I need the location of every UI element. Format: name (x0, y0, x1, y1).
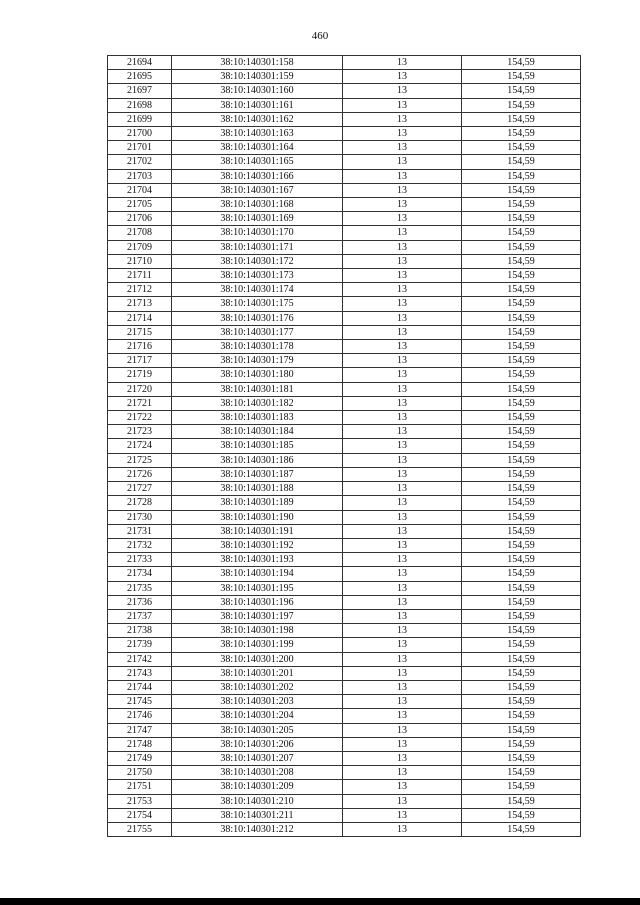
record-number-cell: 21722 (108, 411, 172, 425)
record-number-cell: 21719 (108, 368, 172, 382)
cadastral-number-cell: 38:10:140301:194 (172, 567, 343, 581)
cadastral-number-cell: 38:10:140301:180 (172, 368, 343, 382)
table-row (108, 354, 581, 368)
value-cell: 154,59 (462, 198, 581, 212)
table-row (108, 780, 581, 794)
record-number-cell: 21715 (108, 325, 172, 339)
value-cell: 154,59 (462, 766, 581, 780)
table-row (108, 439, 581, 453)
record-number-cell: 21717 (108, 354, 172, 368)
record-number-cell: 21753 (108, 794, 172, 808)
value-cell: 154,59 (462, 141, 581, 155)
table-row (108, 709, 581, 723)
cadastral-number-cell: 38:10:140301:162 (172, 112, 343, 126)
table-row (108, 240, 581, 254)
cadastral-number-cell: 38:10:140301:189 (172, 496, 343, 510)
record-number-cell: 21698 (108, 98, 172, 112)
area-cell: 13 (343, 325, 462, 339)
value-cell: 154,59 (462, 780, 581, 794)
area-cell: 13 (343, 155, 462, 169)
cadastral-number-cell: 38:10:140301:184 (172, 425, 343, 439)
area-cell: 13 (343, 751, 462, 765)
cadastral-number-cell: 38:10:140301:168 (172, 198, 343, 212)
cadastral-number-cell: 38:10:140301:170 (172, 226, 343, 240)
value-cell: 154,59 (462, 112, 581, 126)
table-row (108, 340, 581, 354)
record-number-cell: 21746 (108, 709, 172, 723)
area-cell: 13 (343, 425, 462, 439)
record-number-cell: 21694 (108, 56, 172, 70)
area-cell: 13 (343, 780, 462, 794)
table-row (108, 169, 581, 183)
value-cell: 154,59 (462, 425, 581, 439)
value-cell: 154,59 (462, 254, 581, 268)
record-number-cell: 21697 (108, 84, 172, 98)
table-row (108, 652, 581, 666)
table-row (108, 496, 581, 510)
area-cell: 13 (343, 709, 462, 723)
record-number-cell: 21721 (108, 396, 172, 410)
value-cell: 154,59 (462, 624, 581, 638)
area-cell: 13 (343, 467, 462, 481)
record-number-cell: 21726 (108, 467, 172, 481)
table-row (108, 553, 581, 567)
cadastral-number-cell: 38:10:140301:192 (172, 538, 343, 552)
record-number-cell: 21728 (108, 496, 172, 510)
value-cell: 154,59 (462, 297, 581, 311)
table-row (108, 425, 581, 439)
area-cell: 13 (343, 183, 462, 197)
record-number-cell: 21724 (108, 439, 172, 453)
record-number-cell: 21709 (108, 240, 172, 254)
table-row (108, 567, 581, 581)
area-cell: 13 (343, 567, 462, 581)
cadastral-number-cell: 38:10:140301:198 (172, 624, 343, 638)
area-cell: 13 (343, 538, 462, 552)
area-cell: 13 (343, 482, 462, 496)
record-number-cell: 21712 (108, 283, 172, 297)
cadastral-number-cell: 38:10:140301:197 (172, 609, 343, 623)
area-cell: 13 (343, 254, 462, 268)
area-cell: 13 (343, 382, 462, 396)
scan-bottom-edge (0, 898, 640, 905)
cadastral-number-cell: 38:10:140301:174 (172, 283, 343, 297)
table-row (108, 283, 581, 297)
table-row (108, 638, 581, 652)
cadastral-number-cell: 38:10:140301:200 (172, 652, 343, 666)
record-number-cell: 21737 (108, 609, 172, 623)
record-number-cell: 21749 (108, 751, 172, 765)
record-number-cell: 21742 (108, 652, 172, 666)
record-number-cell: 21738 (108, 624, 172, 638)
area-cell: 13 (343, 737, 462, 751)
area-cell: 13 (343, 283, 462, 297)
table-body (108, 56, 581, 837)
cadastral-number-cell: 38:10:140301:204 (172, 709, 343, 723)
table-row (108, 538, 581, 552)
area-cell: 13 (343, 396, 462, 410)
table-row (108, 581, 581, 595)
table-row (108, 822, 581, 836)
value-cell: 154,59 (462, 396, 581, 410)
table-row (108, 98, 581, 112)
value-cell: 154,59 (462, 183, 581, 197)
cadastral-number-cell: 38:10:140301:175 (172, 297, 343, 311)
area-cell: 13 (343, 496, 462, 510)
value-cell: 154,59 (462, 581, 581, 595)
table-row (108, 382, 581, 396)
value-cell: 154,59 (462, 666, 581, 680)
area-cell: 13 (343, 609, 462, 623)
record-number-cell: 21732 (108, 538, 172, 552)
area-cell: 13 (343, 112, 462, 126)
table-row (108, 212, 581, 226)
record-number-cell: 21703 (108, 169, 172, 183)
area-cell: 13 (343, 666, 462, 680)
cadastral-number-cell: 38:10:140301:212 (172, 822, 343, 836)
table-row (108, 751, 581, 765)
cadastral-number-cell: 38:10:140301:169 (172, 212, 343, 226)
record-number-cell: 21725 (108, 453, 172, 467)
cadastral-number-cell: 38:10:140301:173 (172, 269, 343, 283)
value-cell: 154,59 (462, 84, 581, 98)
table-row (108, 794, 581, 808)
value-cell: 154,59 (462, 822, 581, 836)
value-cell: 154,59 (462, 169, 581, 183)
table-row (108, 766, 581, 780)
value-cell: 154,59 (462, 524, 581, 538)
value-cell: 154,59 (462, 808, 581, 822)
area-cell: 13 (343, 169, 462, 183)
record-number-cell: 21739 (108, 638, 172, 652)
cadastral-number-cell: 38:10:140301:172 (172, 254, 343, 268)
cadastral-number-cell: 38:10:140301:210 (172, 794, 343, 808)
record-number-cell: 21702 (108, 155, 172, 169)
area-cell: 13 (343, 453, 462, 467)
cadastral-number-cell: 38:10:140301:165 (172, 155, 343, 169)
value-cell: 154,59 (462, 283, 581, 297)
table-row (108, 70, 581, 84)
page-number: 460 (311, 30, 329, 42)
cadastral-number-cell: 38:10:140301:195 (172, 581, 343, 595)
table-row (108, 325, 581, 339)
cadastral-number-cell: 38:10:140301:193 (172, 553, 343, 567)
cadastral-number-cell: 38:10:140301:207 (172, 751, 343, 765)
cadastral-number-cell: 38:10:140301:196 (172, 595, 343, 609)
value-cell: 154,59 (462, 553, 581, 567)
value-cell: 154,59 (462, 595, 581, 609)
record-number-cell: 21754 (108, 808, 172, 822)
value-cell: 154,59 (462, 482, 581, 496)
area-cell: 13 (343, 595, 462, 609)
cadastral-number-cell: 38:10:140301:176 (172, 311, 343, 325)
record-number-cell: 21704 (108, 183, 172, 197)
cadastral-number-cell: 38:10:140301:190 (172, 510, 343, 524)
area-cell: 13 (343, 723, 462, 737)
area-cell: 13 (343, 695, 462, 709)
cadastral-number-cell: 38:10:140301:178 (172, 340, 343, 354)
area-cell: 13 (343, 98, 462, 112)
value-cell: 154,59 (462, 695, 581, 709)
cadastral-number-cell: 38:10:140301:187 (172, 467, 343, 481)
record-number-cell: 21747 (108, 723, 172, 737)
area-cell: 13 (343, 84, 462, 98)
area-cell: 13 (343, 212, 462, 226)
value-cell: 154,59 (462, 680, 581, 694)
table-row (108, 695, 581, 709)
cadastral-number-cell: 38:10:140301:181 (172, 382, 343, 396)
value-cell: 154,59 (462, 127, 581, 141)
record-number-cell: 21716 (108, 340, 172, 354)
cadastral-number-cell: 38:10:140301:209 (172, 780, 343, 794)
area-cell: 13 (343, 141, 462, 155)
table-row (108, 198, 581, 212)
area-cell: 13 (343, 794, 462, 808)
table-row (108, 84, 581, 98)
area-cell: 13 (343, 638, 462, 652)
table-row (108, 482, 581, 496)
cadastral-number-cell: 38:10:140301:163 (172, 127, 343, 141)
value-cell: 154,59 (462, 382, 581, 396)
record-number-cell: 21751 (108, 780, 172, 794)
cadastral-number-cell: 38:10:140301:159 (172, 70, 343, 84)
record-number-cell: 21748 (108, 737, 172, 751)
cadastral-number-cell: 38:10:140301:160 (172, 84, 343, 98)
area-cell: 13 (343, 226, 462, 240)
area-cell: 13 (343, 510, 462, 524)
record-number-cell: 21695 (108, 70, 172, 84)
record-number-cell: 21700 (108, 127, 172, 141)
record-number-cell: 21730 (108, 510, 172, 524)
record-number-cell: 21723 (108, 425, 172, 439)
table-row (108, 453, 581, 467)
value-cell: 154,59 (462, 325, 581, 339)
cadastral-number-cell: 38:10:140301:186 (172, 453, 343, 467)
cadastral-number-cell: 38:10:140301:171 (172, 240, 343, 254)
value-cell: 154,59 (462, 794, 581, 808)
cadastral-number-cell: 38:10:140301:205 (172, 723, 343, 737)
value-cell: 154,59 (462, 453, 581, 467)
record-number-cell: 21714 (108, 311, 172, 325)
table-row (108, 723, 581, 737)
record-number-cell: 21710 (108, 254, 172, 268)
value-cell: 154,59 (462, 240, 581, 254)
area-cell: 13 (343, 822, 462, 836)
value-cell: 154,59 (462, 70, 581, 84)
record-number-cell: 21734 (108, 567, 172, 581)
cadastral-number-cell: 38:10:140301:164 (172, 141, 343, 155)
record-number-cell: 21727 (108, 482, 172, 496)
table-row (108, 56, 581, 70)
value-cell: 154,59 (462, 737, 581, 751)
value-cell: 154,59 (462, 496, 581, 510)
table-row (108, 254, 581, 268)
value-cell: 154,59 (462, 226, 581, 240)
table-row (108, 183, 581, 197)
record-number-cell: 21744 (108, 680, 172, 694)
value-cell: 154,59 (462, 411, 581, 425)
value-cell: 154,59 (462, 567, 581, 581)
area-cell: 13 (343, 624, 462, 638)
cadastral-number-cell: 38:10:140301:182 (172, 396, 343, 410)
area-cell: 13 (343, 439, 462, 453)
table-row (108, 680, 581, 694)
record-number-cell: 21720 (108, 382, 172, 396)
table-row (108, 524, 581, 538)
area-cell: 13 (343, 269, 462, 283)
cadastral-number-cell: 38:10:140301:166 (172, 169, 343, 183)
cadastral-number-cell: 38:10:140301:202 (172, 680, 343, 694)
table-row (108, 311, 581, 325)
value-cell: 154,59 (462, 510, 581, 524)
area-cell: 13 (343, 56, 462, 70)
area-cell: 13 (343, 411, 462, 425)
cadastral-number-cell: 38:10:140301:191 (172, 524, 343, 538)
cadastral-number-cell: 38:10:140301:206 (172, 737, 343, 751)
record-number-cell: 21701 (108, 141, 172, 155)
record-number-cell: 21733 (108, 553, 172, 567)
area-cell: 13 (343, 311, 462, 325)
table-row (108, 808, 581, 822)
table-row (108, 269, 581, 283)
record-number-cell: 21736 (108, 595, 172, 609)
record-number-cell: 21711 (108, 269, 172, 283)
value-cell: 154,59 (462, 340, 581, 354)
area-cell: 13 (343, 198, 462, 212)
table-row (108, 467, 581, 481)
table-row (108, 510, 581, 524)
area-cell: 13 (343, 368, 462, 382)
cadastral-table (107, 55, 581, 837)
table-row (108, 141, 581, 155)
value-cell: 154,59 (462, 311, 581, 325)
table-row (108, 112, 581, 126)
value-cell: 154,59 (462, 723, 581, 737)
value-cell: 154,59 (462, 98, 581, 112)
cadastral-number-cell: 38:10:140301:167 (172, 183, 343, 197)
value-cell: 154,59 (462, 751, 581, 765)
area-cell: 13 (343, 680, 462, 694)
cadastral-number-cell: 38:10:140301:177 (172, 325, 343, 339)
record-number-cell: 21745 (108, 695, 172, 709)
value-cell: 154,59 (462, 56, 581, 70)
area-cell: 13 (343, 581, 462, 595)
value-cell: 154,59 (462, 538, 581, 552)
value-cell: 154,59 (462, 709, 581, 723)
cadastral-number-cell: 38:10:140301:199 (172, 638, 343, 652)
table-row (108, 666, 581, 680)
value-cell: 154,59 (462, 638, 581, 652)
table-row (108, 368, 581, 382)
table-row (108, 297, 581, 311)
cadastral-number-cell: 38:10:140301:201 (172, 666, 343, 680)
cadastral-number-cell: 38:10:140301:203 (172, 695, 343, 709)
value-cell: 154,59 (462, 354, 581, 368)
record-number-cell: 21708 (108, 226, 172, 240)
value-cell: 154,59 (462, 652, 581, 666)
area-cell: 13 (343, 652, 462, 666)
area-cell: 13 (343, 354, 462, 368)
area-cell: 13 (343, 127, 462, 141)
record-number-cell: 21731 (108, 524, 172, 538)
area-cell: 13 (343, 240, 462, 254)
table-row (108, 396, 581, 410)
table-row (108, 411, 581, 425)
value-cell: 154,59 (462, 155, 581, 169)
record-number-cell: 21743 (108, 666, 172, 680)
record-number-cell: 21750 (108, 766, 172, 780)
area-cell: 13 (343, 524, 462, 538)
value-cell: 154,59 (462, 212, 581, 226)
record-number-cell: 21755 (108, 822, 172, 836)
table-row (108, 624, 581, 638)
value-cell: 154,59 (462, 467, 581, 481)
value-cell: 154,59 (462, 269, 581, 283)
value-cell: 154,59 (462, 368, 581, 382)
area-cell: 13 (343, 553, 462, 567)
table-row (108, 609, 581, 623)
cadastral-number-cell: 38:10:140301:183 (172, 411, 343, 425)
area-cell: 13 (343, 766, 462, 780)
cadastral-number-cell: 38:10:140301:179 (172, 354, 343, 368)
cadastral-number-cell: 38:10:140301:211 (172, 808, 343, 822)
area-cell: 13 (343, 808, 462, 822)
record-number-cell: 21713 (108, 297, 172, 311)
value-cell: 154,59 (462, 439, 581, 453)
record-number-cell: 21706 (108, 212, 172, 226)
table-row (108, 127, 581, 141)
table-row (108, 155, 581, 169)
record-number-cell: 21735 (108, 581, 172, 595)
area-cell: 13 (343, 340, 462, 354)
cadastral-number-cell: 38:10:140301:188 (172, 482, 343, 496)
cadastral-number-cell: 38:10:140301:161 (172, 98, 343, 112)
record-number-cell: 21699 (108, 112, 172, 126)
table-row (108, 595, 581, 609)
table-row (108, 226, 581, 240)
record-number-cell: 21705 (108, 198, 172, 212)
cadastral-number-cell: 38:10:140301:208 (172, 766, 343, 780)
table-row (108, 737, 581, 751)
value-cell: 154,59 (462, 609, 581, 623)
cadastral-number-cell: 38:10:140301:158 (172, 56, 343, 70)
area-cell: 13 (343, 70, 462, 84)
area-cell: 13 (343, 297, 462, 311)
cadastral-number-cell: 38:10:140301:185 (172, 439, 343, 453)
